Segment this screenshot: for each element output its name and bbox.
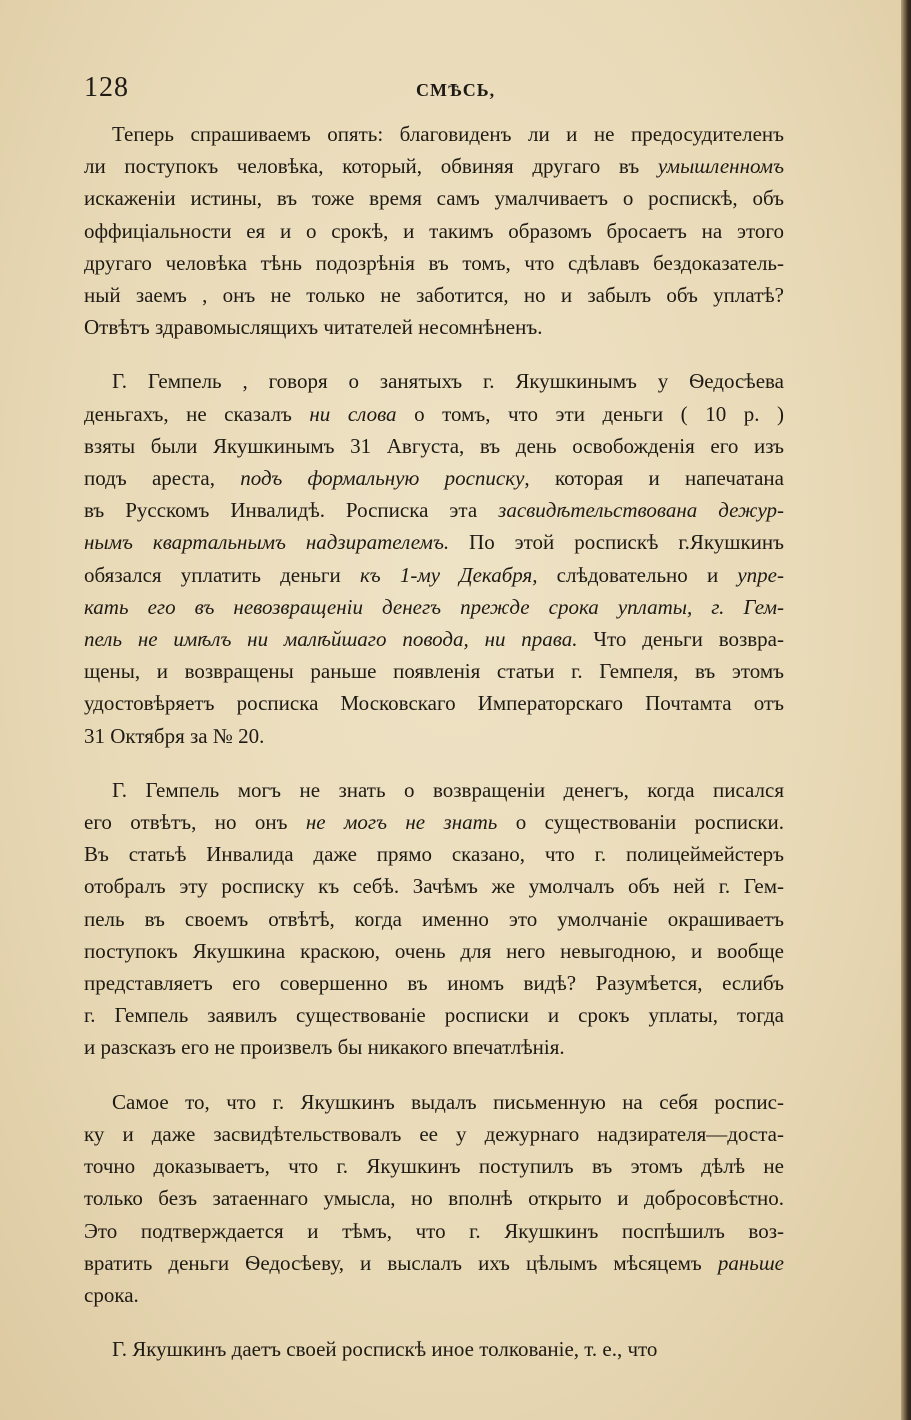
text-line bbox=[84, 430, 784, 462]
text-segment: о томъ, что эти деньги ( 10 р. ) bbox=[396, 401, 784, 426]
text-segment: въ Русскомъ Инвалидѣ. Росписка эта bbox=[84, 498, 499, 523]
text-line bbox=[84, 935, 784, 967]
text-segment: Отвѣтъ здравомыслящихъ читателей несомнѣненъ. bbox=[84, 315, 543, 340]
text-line bbox=[84, 838, 784, 870]
text-segment: о существованіи росписки. bbox=[497, 810, 784, 835]
text-line bbox=[84, 398, 784, 430]
text-segment: Теперь спрашиваемъ опять: благовиденъ ли и не предосудителенъ bbox=[112, 122, 784, 146]
text-line bbox=[84, 1182, 784, 1214]
text-segment: , которая и напечатана bbox=[524, 466, 784, 491]
paragraph bbox=[84, 774, 784, 1064]
text-line bbox=[84, 774, 784, 806]
text-segment: г. Гемпель заявилъ существованіе росписки и срокъ уплаты, тогда bbox=[84, 1003, 784, 1028]
text-segment: слѣдовательно и bbox=[537, 562, 738, 587]
text-line bbox=[84, 247, 784, 279]
italic-text: упре- bbox=[737, 562, 784, 587]
text-line bbox=[84, 215, 784, 247]
text-segment: деньгахъ, не сказалъ bbox=[84, 401, 310, 426]
text-segment: другаго человѣка тѣнь подозрѣнія въ томъ, что сдѣлавъ бездоказатель- bbox=[84, 250, 784, 275]
italic-text: нымъ квартальнымъ надзирателемъ. bbox=[84, 530, 450, 555]
italic-text: засвидѣтельствована дежур- bbox=[498, 498, 784, 523]
text-segment: точно доказываетъ, что г. Якушкинъ поступилъ въ этомъ дѣлѣ не bbox=[84, 1154, 784, 1179]
text-line bbox=[84, 1247, 784, 1279]
text-line bbox=[84, 655, 784, 687]
text-line bbox=[84, 967, 784, 999]
text-line bbox=[84, 311, 784, 343]
text-line bbox=[84, 494, 784, 526]
italic-text: пель не имѣлъ ни малѣйшаго повода, ни права. bbox=[84, 627, 578, 652]
text-segment: обязался уплатить деньги bbox=[84, 562, 360, 587]
text-segment: Г. Гемпель , говоря о занятыхъ г. Якушкинымъ у Ѳедосѣева bbox=[112, 369, 784, 394]
text-segment: Что деньги возвра- bbox=[577, 627, 784, 652]
text-line bbox=[84, 365, 784, 397]
paragraph bbox=[84, 1086, 784, 1311]
text-segment: только безъ затаеннаго умысла, но вполнѣ открыто и добросовѣстно. bbox=[84, 1186, 784, 1211]
text-line bbox=[84, 1333, 784, 1365]
text-line bbox=[84, 182, 784, 214]
italic-text: къ 1-му Декабря, bbox=[359, 562, 538, 587]
text-segment: ли поступокъ человѣка, который, обвиняя другаго въ bbox=[84, 154, 658, 179]
text-segment: Это подтверждается и тѣмъ, что г. Якушкинъ поспѣшилъ воз- bbox=[84, 1218, 784, 1243]
text-line bbox=[84, 1215, 784, 1247]
text-segment: 31 Октября за № 20. bbox=[84, 723, 265, 748]
text-line bbox=[84, 903, 784, 935]
text-line bbox=[84, 279, 784, 311]
text-segment: щены, и возвращены раньше появленія статьи г. Гемпеля, въ этомъ bbox=[84, 659, 784, 684]
text-line bbox=[84, 1086, 784, 1118]
italic-text: подъ формальную росписку bbox=[240, 466, 525, 491]
text-line bbox=[84, 720, 784, 752]
italic-text: раньше bbox=[717, 1250, 784, 1275]
text-segment: и разсказъ его не произвелъ бы никакого впечатлѣнія. bbox=[84, 1035, 565, 1060]
page-edge-shadow bbox=[901, 0, 911, 1420]
text-line bbox=[84, 150, 784, 182]
text-line bbox=[84, 1279, 784, 1311]
text-line bbox=[84, 623, 784, 655]
paragraph bbox=[84, 118, 784, 343]
text-segment: его отвѣтъ, но онъ bbox=[84, 810, 306, 835]
text-segment: Въ статьѣ Инвалида даже прямо сказано, что г. полицеймейстеръ bbox=[84, 842, 784, 867]
text-segment: представляетъ его совершенно въ иномъ видѣ? Разумѣется, еслибъ bbox=[84, 971, 784, 996]
italic-text: ни слова bbox=[309, 401, 397, 426]
text-line bbox=[84, 1150, 784, 1182]
text-segment: По этой роспискѣ г.Якушкинъ bbox=[449, 530, 784, 555]
italic-text: умышленномъ bbox=[657, 154, 784, 179]
body-text bbox=[84, 118, 784, 1387]
text-segment: пель въ своемъ отвѣтѣ, когда именно это умолчаніе окрашиваетъ bbox=[84, 906, 784, 931]
text-segment: отобралъ эту росписку къ себѣ. Зачѣмъ же умолчалъ объ ней г. Гем- bbox=[84, 874, 784, 899]
italic-text: не могъ не знать bbox=[305, 810, 498, 835]
text-segment: срока. bbox=[84, 1282, 139, 1307]
text-line bbox=[84, 526, 784, 558]
running-title: СМѢСЬ, bbox=[416, 80, 496, 100]
text-segment: оффиціальности ея и о срокѣ, и такимъ образомъ бросаетъ на этого bbox=[84, 218, 784, 243]
text-line bbox=[84, 1118, 784, 1150]
text-line bbox=[84, 462, 784, 494]
text-line bbox=[84, 118, 784, 150]
italic-text: кать его въ невозвращеніи денегъ прежде срока уплаты, г. Гем- bbox=[84, 594, 784, 619]
text-line bbox=[84, 1031, 784, 1063]
text-segment: искаженіи истины, въ тоже время самъ умалчиваетъ о роспискѣ, объ bbox=[84, 186, 784, 211]
text-line bbox=[84, 591, 784, 623]
page-header bbox=[84, 72, 784, 112]
text-segment: ку и даже засвидѣтельствовалъ ее у дежурнаго надзирателя—доста- bbox=[84, 1121, 784, 1146]
text-line bbox=[84, 999, 784, 1031]
text-segment: подъ ареста, bbox=[84, 466, 241, 491]
text-line bbox=[84, 870, 784, 902]
text-segment: поступокъ Якушкина краскою, очень для него невыгодною, и вообще bbox=[84, 938, 784, 963]
text-line bbox=[84, 687, 784, 719]
text-segment: Г. Гемпель могъ не знать о возвращеніи денегъ, когда писался bbox=[112, 777, 784, 802]
text-line bbox=[84, 806, 784, 838]
text-line bbox=[84, 559, 784, 591]
text-segment: взяты были Якушкинымъ 31 Августа, въ день освобожденія его изъ bbox=[84, 433, 784, 458]
text-segment: Самое то, что г. Якушкинъ выдалъ письменную на себя роспис- bbox=[112, 1089, 784, 1114]
text-segment: Г. Якушкинъ даетъ своей роспискѣ иное толкованіе, т. е., что bbox=[112, 1337, 658, 1362]
paragraph bbox=[84, 1333, 784, 1365]
page-number: 128 bbox=[84, 72, 129, 103]
paragraph bbox=[84, 365, 784, 751]
text-segment: удостовѣряетъ росписка Московскаго Императорскаго Почтамта отъ bbox=[84, 691, 784, 716]
text-segment: ный заемъ , онъ не только не заботится, но и забылъ объ уплатѣ? bbox=[84, 283, 784, 308]
text-segment: вратить деньги Ѳедосѣеву, и выслалъ ихъ цѣлымъ мѣсяцемъ bbox=[84, 1250, 718, 1275]
